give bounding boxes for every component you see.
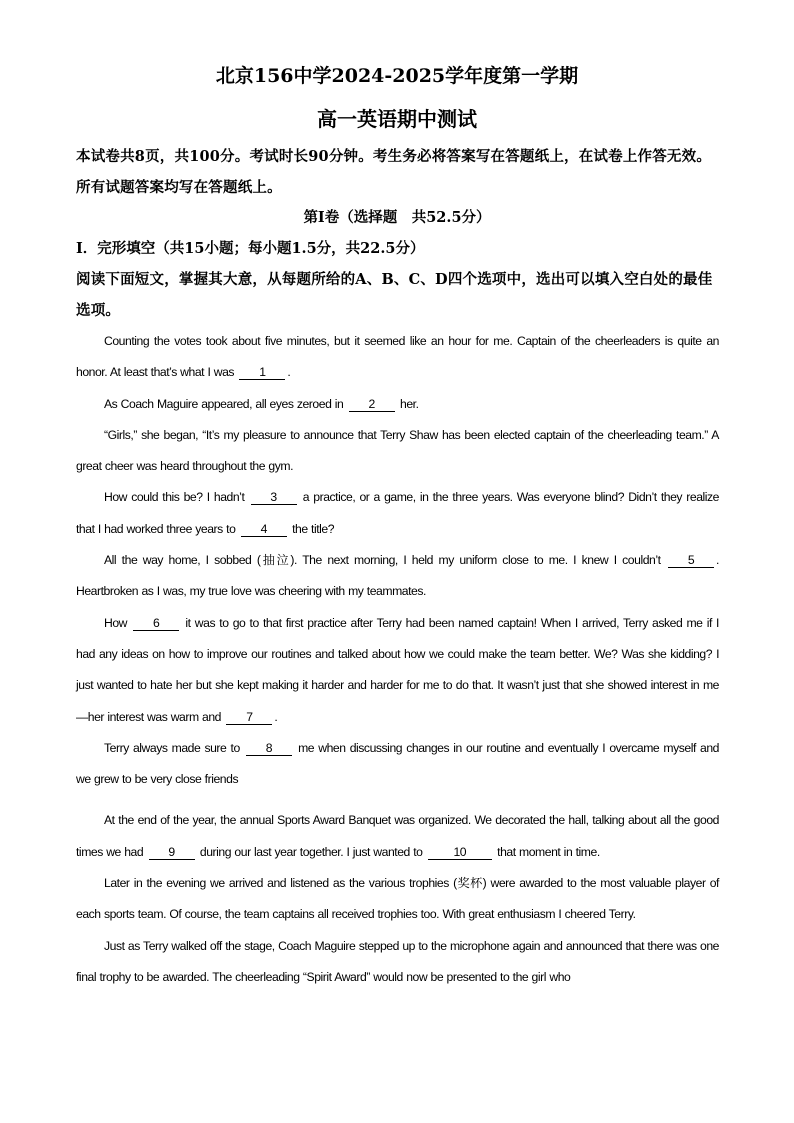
blank-9: 9 — [149, 845, 195, 860]
blank-1: 1 — [239, 365, 285, 380]
blank-4: 4 — [241, 522, 287, 537]
passage-paragraph: “Girls,” she began, “It’s my pleasure to announce that Terry Shaw has been elected captain of the cheerleading team.” A great cheer was heard throughout the gym. — [76, 427, 719, 474]
passage-paragraph — [76, 389, 719, 420]
passage-text: her. — [400, 396, 419, 411]
passage-text: a practice, or a game, in the three years. Was everyone blind? Didn’t they realize that I had worked three years to — [76, 490, 720, 536]
passage-paragraph — [76, 805, 719, 868]
blank-2: 2 — [349, 397, 395, 412]
passage-paragraph — [76, 608, 719, 733]
blank-6: 6 — [133, 616, 179, 631]
passage-paragraph: Just as Terry walked off the stage, Coach Maguire stepped up to the microphone again and announced that there was one final trophy to be awarded. The cheerleading “Spirit Award” would now be presented to the girl who — [76, 938, 719, 984]
blank-8: 8 — [246, 741, 292, 756]
passage-text: . — [274, 709, 278, 724]
passage-text: At the end of the year, the annual Sports Award Banquet was organized. We decorated the hall, talking about all the good times we had — [76, 813, 719, 859]
passage-text: during our last year together. I just wanted to — [199, 844, 423, 859]
blank-10: 10 — [428, 845, 492, 860]
exam-title: 北京156中学2024-2025学年度第一学期 — [215, 65, 579, 87]
passage-text: Terry always made sure to — [104, 740, 240, 755]
passage-paragraph — [76, 326, 719, 389]
passage-paragraph — [76, 545, 719, 608]
blank-7: 7 — [226, 710, 272, 725]
passage-text: How — [104, 615, 128, 630]
passage-text: . — [287, 365, 291, 380]
section-title: 第Ⅰ卷（选择题 共52.5分） — [303, 209, 491, 226]
passage-text: As Coach Maguire appeared, all eyes zeroed in — [104, 396, 344, 411]
blank-5: 5 — [668, 553, 714, 568]
passage-text: the title? — [292, 521, 335, 536]
passage-text: that moment in time. — [497, 844, 600, 859]
passage-paragraph: Later in the evening we arrived and listened as the various trophies (奖杯) were awarded to the most valuable player of each sports team. Of course, the team captains all received trophies too. With great enthusiasm I cheered Terry. — [76, 876, 719, 922]
exam-notice: 本试卷共8页，共100分。考试时长90分钟。考生务必将答案写在答题纸上，在试卷上作答无效。所有试题答案均写在答题纸上。 — [76, 148, 712, 196]
passage-text: All the way home, I sobbed (抽泣). The next morning, I held my uniform close to me. I knew I couldn’t — [104, 553, 661, 568]
cloze-passage — [76, 326, 719, 993]
passage-text: How could this be? I hadn’t — [104, 490, 245, 505]
part-heading: Ⅰ．完形填空（共15小题；每小题1.5分，共22.5分） — [76, 240, 425, 257]
part-instruction: 阅读下面短文，掌握其大意，从每题所给的A、B、C、D四个选项中，选出可以填入空白处的最佳选项。 — [76, 271, 713, 319]
passage-text: . Heartbroken as I was, my true love was cheering with my teammates. — [76, 553, 719, 599]
passage-text: Counting the votes took about five minutes, but it seemed like an hour for me. Captain of the cheerleaders is quite an honor. At least that’s what I was — [76, 334, 719, 380]
passage-text: it was to go to that first practice after Terry had been named captain! When I arrived, Terry asked me if I had any ideas on how to improve our routines and talked about how we could make the team better. We? Was she kidding? I just wanted to hate her but she kept making it harder and harder for me to do that. It wasn’t just that she showed interest in me—her interest was warm and — [76, 615, 719, 724]
passage-paragraph — [76, 733, 719, 796]
blank-3: 3 — [251, 490, 297, 505]
exam-subtitle: 高一英语期中测试 — [317, 107, 477, 131]
passage-paragraph — [76, 482, 719, 545]
passage-text: me when discussing changes in our routine and eventually I overcame myself and we grew to be very close friends — [76, 740, 720, 787]
